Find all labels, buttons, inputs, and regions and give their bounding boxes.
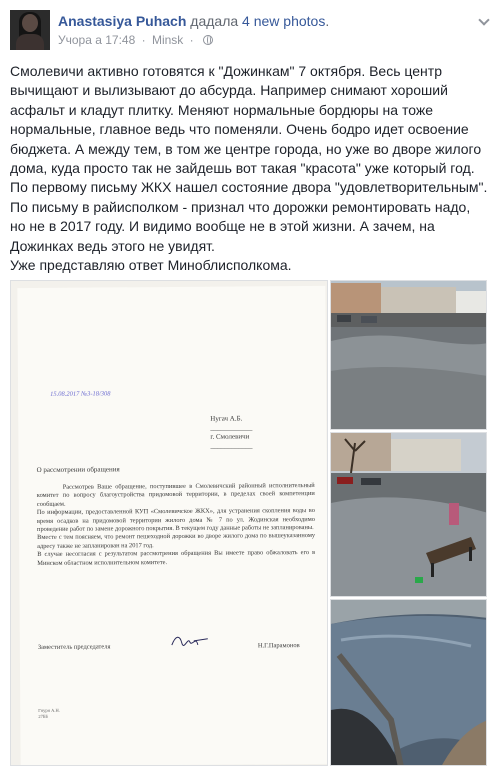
avatar[interactable] xyxy=(10,10,50,50)
photo-grid xyxy=(10,280,487,766)
document-subject: О рассмотрении обращения xyxy=(36,465,120,474)
photo-document-letter[interactable] xyxy=(10,280,328,766)
globe-icon[interactable] xyxy=(203,35,213,45)
photo-courtyard-puddle-1[interactable] xyxy=(330,280,487,430)
new-photos-link[interactable]: 4 new photos xyxy=(242,13,326,29)
meta-separator: · xyxy=(141,33,146,47)
photo-courtyard-puddle-3[interactable] xyxy=(330,599,487,766)
action-period: . xyxy=(325,13,330,29)
author-name-link[interactable]: Anastasiya Puhach xyxy=(58,13,187,29)
author-line xyxy=(58,13,329,29)
photo-1-image xyxy=(331,281,487,430)
document-signer-name: Н.Г.Парамонов xyxy=(257,642,300,650)
photo-2-image xyxy=(331,433,487,597)
post-meta xyxy=(58,33,213,47)
post-timestamp[interactable]: Учора а 17:48 xyxy=(58,33,136,47)
document-page xyxy=(17,286,328,766)
document-recipient: Нугач А.Б. ____________ г. Смолевичи ____________ xyxy=(210,414,253,450)
document-stamp: 15.08.2017 №3-18/308 xyxy=(50,390,111,398)
photo-courtyard-puddle-2[interactable] xyxy=(330,432,487,597)
photo-3-image xyxy=(331,600,487,766)
document-body: Рассмотрев Ваше обращение, поступившее в Смолевичский районный исполнительный комитет по вопросу благоустройства придомовой территории, в пределах своей компетенции сообщаем. По информации, предоставленной КУП «Смолевичское ЖКХ», для устранения скопления воды во время осадков на придомовой территории жилого дома № 7 по ул. Жодинская необходимо проведение работ по замене дорожного покрытия. В текущем году данные работы не запланированы. Вместе с тем поясняем, что ремонт пешеходной дорожки во дворе жилого дома по вышеуказанному адресу также не запланирован на 2017 год. В случае несогласия с результатом рассмотрения обращения Вы имеете право обжаловать его в Минском областном исполнительном комитете. xyxy=(36,482,316,567)
post-location-link[interactable]: Minsk xyxy=(151,33,184,47)
post-header xyxy=(10,10,490,54)
signature-image xyxy=(170,633,210,649)
action-verb: дадала xyxy=(190,13,239,29)
post-text: Смолевичи активно готовятся к "Дожинкам" 7 октября. Весь центр вычищают и вылизывают до абсурда. Например снимают хороший асфальт и кладут плитку. Меняют нормальные бордюры на тоже нормальные, главное ведь что поменяли. Очень бодро идет освоение бюджета. А между тем, в том же центре города, но уже во дворе жилого дома, куда просто так не зайдешь вот такая "красота" уже который год. По первому письму ЖКХ нашел состояние двора "удовлетворительным". По письму в райисполком - признал что дорожки ремонтировать надо, но не в 2017 году. И видимо вообще не в этой жизни. А зачем, на Дожинках ведь этого не увидят. Уже представляю ответ Миноблисполкома. xyxy=(10,63,488,274)
chevron-down-icon[interactable] xyxy=(478,14,489,25)
meta-separator-2: · xyxy=(189,33,194,47)
document-signer-title: Заместитель председателя xyxy=(37,643,111,651)
document-footer: Гнурн А.Н. 27ББ xyxy=(38,707,60,719)
